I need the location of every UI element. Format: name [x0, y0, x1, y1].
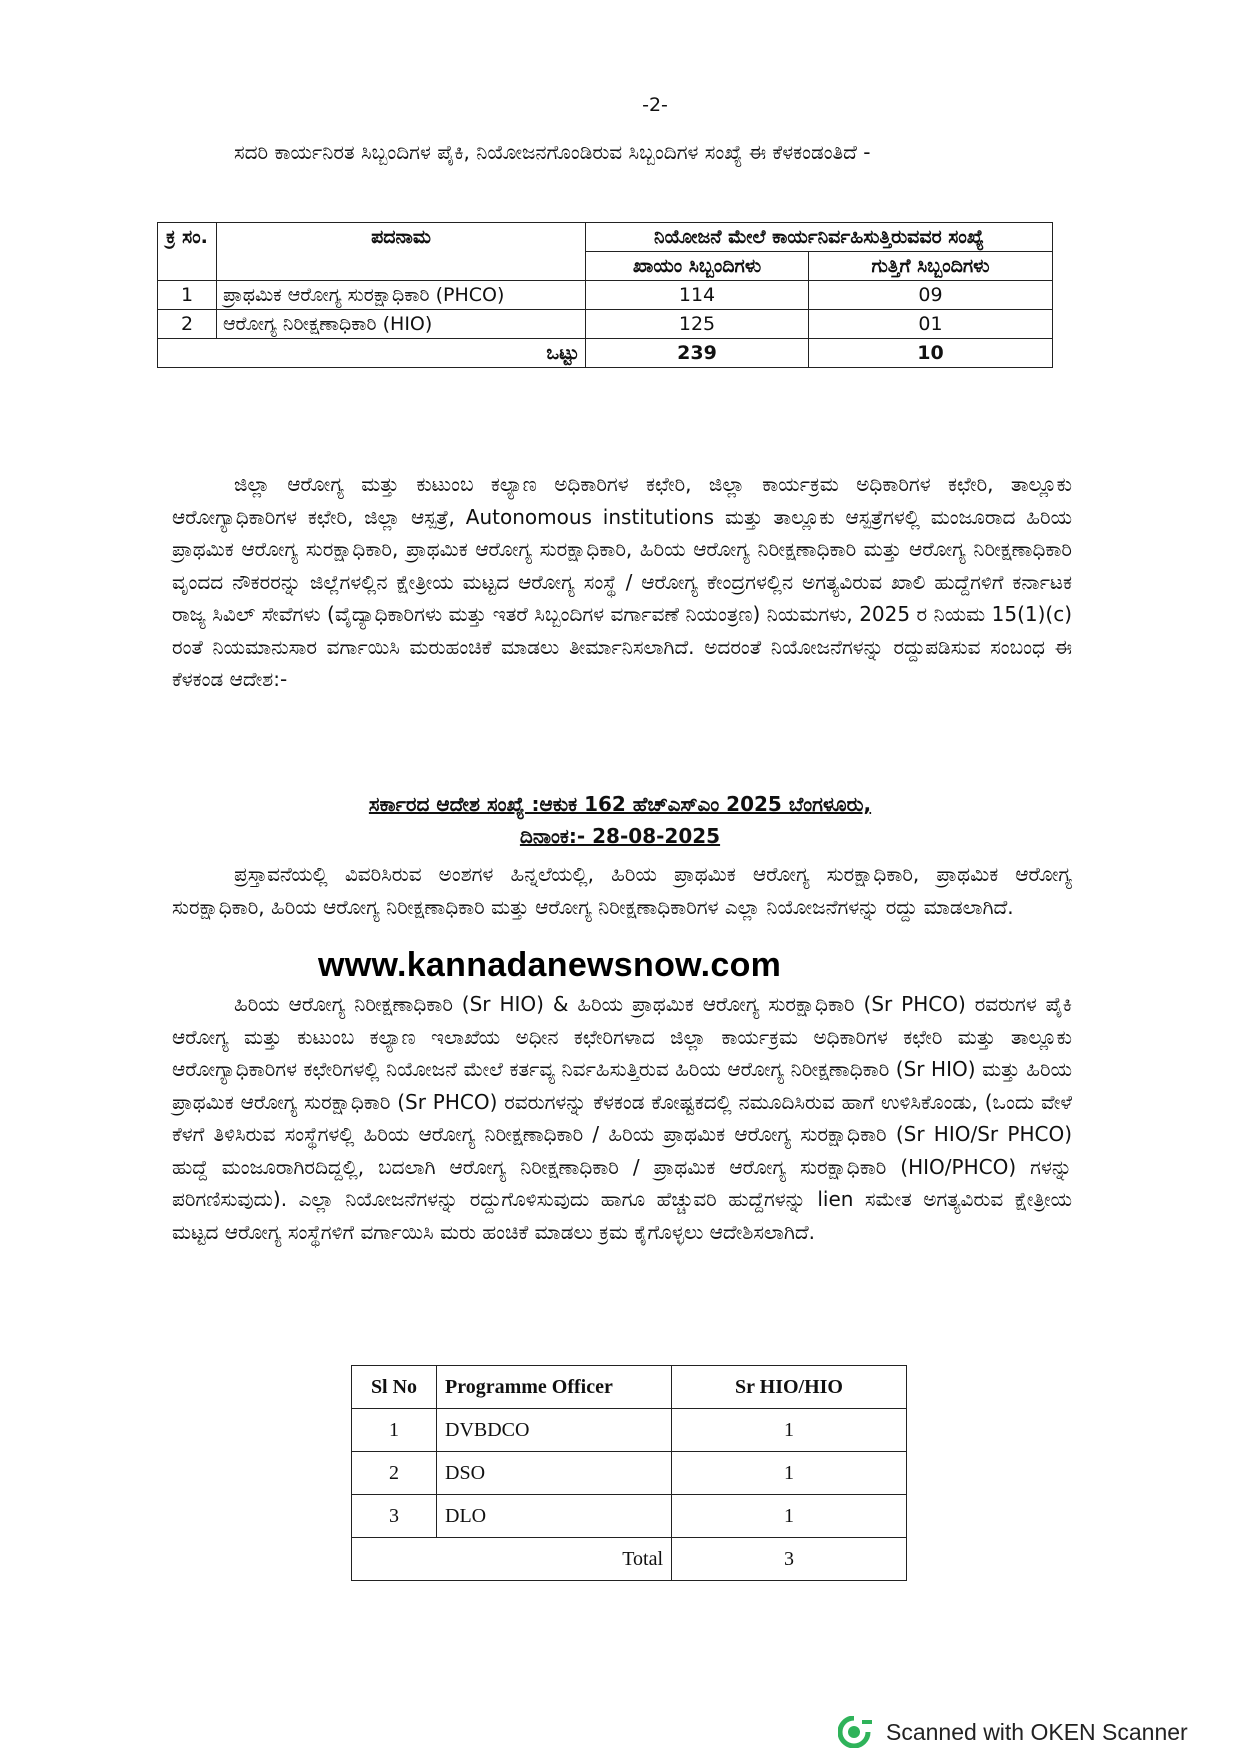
intro-paragraph: ಸದರಿ ಕಾರ್ಯನಿರತ ಸಿಬ್ಬಂದಿಗಳ ಪೈಕಿ, ನಿಯೋಜನಗೊಂಡಿರುವ ಸಿಬ್ಬಂದಿಗಳ ಸಂಖ್ಯೆ ಈ ಕೆಳಕಂಡಂತಿದೆ -: [234, 140, 871, 164]
table2-cell-count: 1: [672, 1495, 907, 1538]
scanner-text: Scanned with OKEN Scanner: [886, 1718, 1188, 1745]
table2-cell-count: 1: [672, 1409, 907, 1452]
page-number: -2-: [642, 94, 668, 116]
table1-cell-permanent: 125: [586, 310, 809, 339]
table-row: [158, 310, 1053, 339]
table1-cell-contract: 09: [809, 281, 1053, 310]
table2-total-label: Total: [352, 1538, 672, 1581]
table2-header-sl: Sl No: [352, 1366, 437, 1409]
table2-cell-officer: DVBDCO: [437, 1409, 672, 1452]
table2-cell-count: 1: [672, 1452, 907, 1495]
scanner-footer: [838, 1716, 1188, 1748]
table1-header-group: ನಿಯೋಜನೆ ಮೇಲೆ ಕಾರ್ಯನಿರ್ವಹಿಸುತ್ತಿರುವವರ ಸಂಖ್ಯೆ: [586, 223, 1053, 252]
programme-officer-table: [351, 1365, 907, 1581]
table-total-row: [158, 339, 1053, 368]
table1-header-contract: ಗುತ್ತಿಗೆ ಸಿಬ್ಬಂದಿಗಳು: [809, 252, 1053, 281]
table1-header-permanent: ಖಾಯಂ ಸಿಬ್ಬಂದಿಗಳು: [586, 252, 809, 281]
table1-cell-post: ಪ್ರಾಥಮಿಕ ಆರೋಗ್ಯ ಸುರಕ್ಷಾಧಿಕಾರಿ (PHCO): [217, 281, 586, 310]
table1-cell-contract: 01: [809, 310, 1053, 339]
table2-cell-sl: 1: [352, 1409, 437, 1452]
table-total-row: [352, 1538, 907, 1581]
table-row: [352, 1495, 907, 1538]
website-watermark: www.kannadanewsnow.com: [318, 946, 782, 984]
table2-header-officer: Programme Officer: [437, 1366, 672, 1409]
table1-total-label: ಒಟ್ಟು: [158, 339, 586, 368]
table2-cell-officer: DLO: [437, 1495, 672, 1538]
body-paragraph-2: ಪ್ರಸ್ತಾವನೆಯಲ್ಲಿ ವಿವರಿಸಿರುವ ಅಂಶಗಳ ಹಿನ್ನಲೆಯಲ್ಲಿ, ಹಿರಿಯ ಪ್ರಾಥಮಿಕ ಆರೋಗ್ಯ ಸುರಕ್ಷಾಧಿಕಾರಿ, ಪ್ರಾಥಮಿಕ ಆರೋಗ್ಯ ಸುರಕ್ಷಾಧಿಕಾರಿ, ಹಿರಿಯ ಆರೋಗ್ಯ ನಿರೀಕ್ಷಣಾಧಿಕಾರಿ ಮತ್ತು ಆರೋಗ್ಯ ನಿರೀಕ್ಷಣಾಧಿಕಾರಿಗಳ ಎಲ್ಲಾ ನಿಯೋಜನೆಗಳನ್ನು ರದ್ದು ಮಾಡಲಾಗಿದೆ.: [172, 862, 1072, 919]
table1-total-contract: 10: [809, 339, 1053, 368]
table2-header-count: Sr HIO/HIO: [672, 1366, 907, 1409]
scanner-logo-icon: [838, 1716, 874, 1748]
order-title: ಸರ್ಕಾರದ ಆದೇಶ ಸಂಖ್ಯೆ :ಆಕುಕ 162 ಹೆಚ್‌ಎಸ್‌ಎಂ 2025 ಬೆಂಗಳೂರು,: [368, 792, 872, 816]
table1-header-sl: ಕ್ರ ಸಂ.: [158, 223, 217, 281]
table1-cell-sl: 1: [158, 281, 217, 310]
table1-cell-post: ಆರೋಗ್ಯ ನಿರೀಕ್ಷಣಾಧಿಕಾರಿ (HIO): [217, 310, 586, 339]
table-row: [352, 1452, 907, 1495]
table2-cell-officer: DSO: [437, 1452, 672, 1495]
table1-cell-sl: 2: [158, 310, 217, 339]
table2-cell-sl: 3: [352, 1495, 437, 1538]
body-paragraph-3: ಹಿರಿಯ ಆರೋಗ್ಯ ನಿರೀಕ್ಷಣಾಧಿಕಾರಿ (Sr HIO) & ಹಿರಿಯ ಪ್ರಾಥಮಿಕ ಆರೋಗ್ಯ ಸುರಕ್ಷಾಧಿಕಾರಿ (Sr PHCO) ರವರುಗಳ ಪೈಕಿ ಆರೋಗ್ಯ ಮತ್ತು ಕುಟುಂಬ ಕಲ್ಯಾಣ ಇಲಾಖೆಯ ಅಧೀನ ಕಛೇರಿಗಳಾದ ಜಿಲ್ಲಾ ಕಾರ್ಯಕ್ರಮ ಅಧಿಕಾರಿಗಳ ಕಛೇರಿ ಮತ್ತು ತಾಲ್ಲೂಕು ಆರೋಗ್ಯಾಧಿಕಾರಿಗಳ ಕಛೇರಿಗಳಲ್ಲಿ ನಿಯೋಜನೆ ಮೇಲೆ ಕರ್ತವ್ಯ ನಿರ್ವಹಿಸುತ್ತಿರುವ ಹಿರಿಯ ಆರೋಗ್ಯ ನಿರೀಕ್ಷಣಾಧಿಕಾರಿ (Sr HIO) ಮತ್ತು ಹಿರಿಯ ಪ್ರಾಥಮಿಕ ಆರೋಗ್ಯ ಸುರಕ್ಷಾಧಿಕಾರಿ (Sr PHCO) ರವರುಗಳನ್ನು ಕೆಳಕಂಡ ಕೋಷ್ಟಕದಲ್ಲಿ ನಮೂದಿಸಿರುವ ಹಾಗೆ ಉಳಿಸಿಕೊಂಡು, (ಒಂದು ವೇಳೆ ಕೆಳಗೆ ತಿಳಿಸಿರುವ ಸಂಸ್ಥೆಗಳಲ್ಲಿ ಹಿರಿಯ ಆರೋಗ್ಯ ನಿರೀಕ್ಷಣಾಧಿಕಾರಿ / ಹಿರಿಯ ಪ್ರಾಥಮಿಕ ಆರೋಗ್ಯ ಸುರಕ್ಷಾಧಿಕಾರಿ (Sr HIO/Sr PHCO) ಹುದ್ದೆ ಮಂಜೂರಾಗಿರದಿದ್ದಲ್ಲಿ, ಬದಲಾಗಿ ಆರೋಗ್ಯ ನಿರೀಕ್ಷಣಾಧಿಕಾರಿ / ಪ್ರಾಥಮಿಕ ಆರೋಗ್ಯ ಸುರಕ್ಷಾಧಿಕಾರಿ (HIO/PHCO) ಗಳನ್ನು ಪರಿಗಣಿಸುವುದು). ಎಲ್ಲಾ ನಿಯೋಜನೆಗಳನ್ನು ರದ್ದುಗೊಳಿಸುವುದು ಹಾಗೂ ಹೆಚ್ಚುವರಿ ಹುದ್ದೆಗಳನ್ನು lien ಸಮೇತ ಅಗತ್ಯವಿರುವ ಕ್ಷೇತ್ರೀಯ ಮಟ್ಟದ ಆರೋಗ್ಯ ಸಂಸ್ಥೆಗಳಿಗೆ ವರ್ಗಾಯಿಸಿ ಮರು ಹಂಚಿಕೆ ಮಾಡಲು ಕ್ರಮ ಕೈಗೊಳ್ಳಲು ಆದೇಶಿಸಲಾಗಿದೆ.: [172, 992, 1072, 1244]
table1-total-permanent: 239: [586, 339, 809, 368]
deputation-table: [157, 222, 1053, 368]
table1-header-post: ಪದನಾಮ: [217, 223, 586, 281]
table-row: [352, 1409, 907, 1452]
table-row: [158, 281, 1053, 310]
table2-total-count: 3: [672, 1538, 907, 1581]
body-paragraph-1: ಜಿಲ್ಲಾ ಆರೋಗ್ಯ ಮತ್ತು ಕುಟುಂಬ ಕಲ್ಯಾಣ ಅಧಿಕಾರಿಗಳ ಕಛೇರಿ, ಜಿಲ್ಲಾ ಕಾರ್ಯಕ್ರಮ ಅಧಿಕಾರಿಗಳ ಕಛೇರಿ, ತಾಲ್ಲೂಕು ಆರೋಗ್ಯಾಧಿಕಾರಿಗಳ ಕಛೇರಿ, ಜಿಲ್ಲಾ ಆಸ್ಪತ್ರೆ, Autonomous institutions ಮತ್ತು ತಾಲ್ಲೂಕು ಆಸ್ಪತ್ರೆಗಳಲ್ಲಿ ಮಂಜೂರಾದ ಹಿರಿಯ ಪ್ರಾಥಮಿಕ ಆರೋಗ್ಯ ಸುರಕ್ಷಾಧಿಕಾರಿ, ಪ್ರಾಥಮಿಕ ಆರೋಗ್ಯ ಸುರಕ್ಷಾಧಿಕಾರಿ, ಹಿರಿಯ ಆರೋಗ್ಯ ನಿರೀಕ್ಷಣಾಧಿಕಾರಿ ಮತ್ತು ಆರೋಗ್ಯ ನಿರೀಕ್ಷಣಾಧಿಕಾರಿ ವೃಂದದ ನೌಕರರನ್ನು ಜಿಲ್ಲೆಗಳಲ್ಲಿನ ಕ್ಷೇತ್ರೀಯ ಮಟ್ಟದ ಆರೋಗ್ಯ ಸಂಸ್ಥೆ / ಆರೋಗ್ಯ ಕೇಂದ್ರಗಳಲ್ಲಿನ ಅಗತ್ಯವಿರುವ ಖಾಲಿ ಹುದ್ದೆಗಳಿಗೆ ಕರ್ನಾಟಕ ರಾಜ್ಯ ಸಿವಿಲ್ ಸೇವೆಗಳು (ವೈದ್ಯಾಧಿಕಾರಿಗಳು ಮತ್ತು ಇತರೆ ಸಿಬ್ಬಂದಿಗಳ ವರ್ಗಾವಣೆ ನಿಯಂತ್ರಣ) ನಿಯಮಗಳು, 2025 ರ ನಿಯಮ 15(1)(c) ರಂತೆ ನಿಯಮಾನುಸಾರ ವರ್ಗಾಯಿಸಿ ಮರುಹಂಚಿಕೆ ಮಾಡಲು ತೀರ್ಮಾನಿಸಲಾಗಿದೆ. ಅದರಂತೆ ನಿಯೋಜನೆಗಳನ್ನು ರದ್ದುಪಡಿಸುವ ಸಂಬಂಧ ಈ ಕೆಳಕಂಡ ಆದೇಶ:-: [172, 472, 1072, 691]
table1-cell-permanent: 114: [586, 281, 809, 310]
order-date: ದಿನಾಂಕ:- 28-08-2025: [519, 824, 721, 848]
table2-cell-sl: 2: [352, 1452, 437, 1495]
